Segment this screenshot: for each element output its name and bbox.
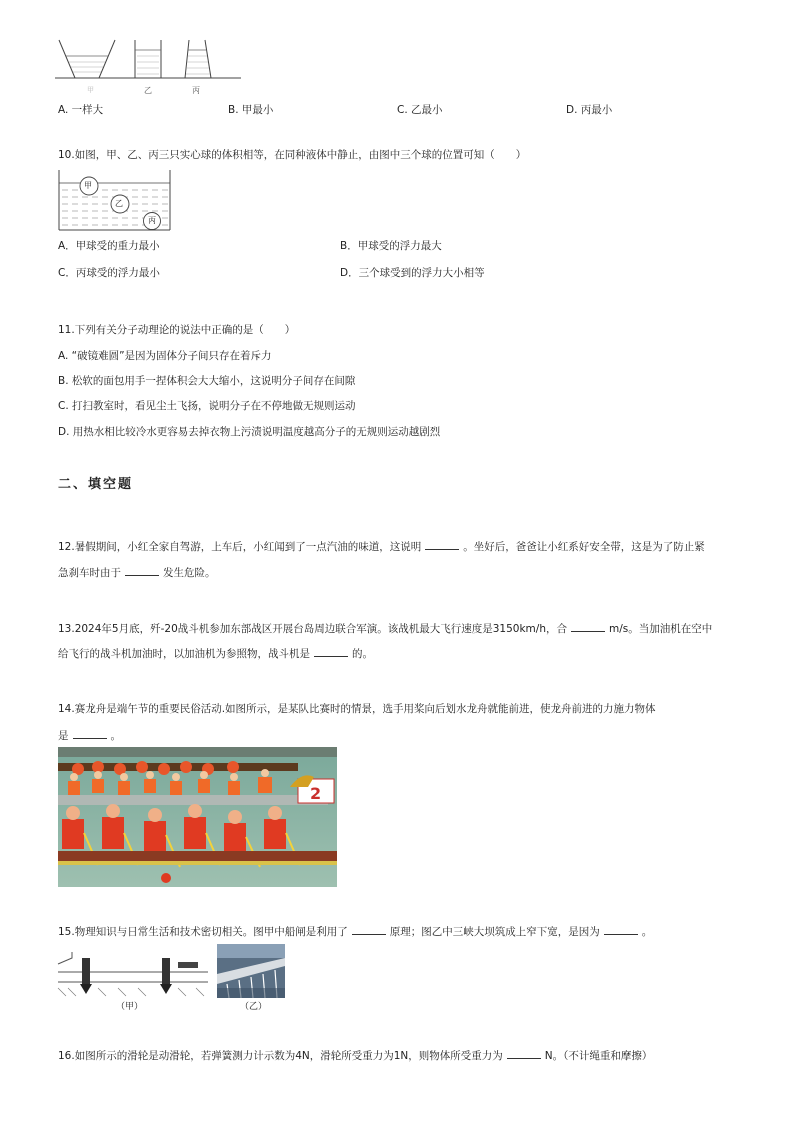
- q12-blank-2[interactable]: [125, 566, 159, 576]
- q13-text-1a: 13.2024年5月底，歼-20战斗机参加东部战区开展台岛周边联合军演。该战机最大飞行速度是3150km/h，合: [58, 623, 567, 635]
- q15-line1: [58, 925, 652, 939]
- q15-caption-jia: （甲）: [116, 1002, 144, 1012]
- q10-option-a[interactable]: A．甲球受的重力最小: [58, 240, 160, 252]
- ball-label-jia: 甲: [84, 181, 92, 190]
- container-yi: [135, 40, 161, 78]
- q9-label-yi: 乙: [144, 86, 152, 95]
- q10-option-b[interactable]: B．甲球受的浮力最大: [340, 240, 442, 252]
- q15-caption-yi: （乙）: [240, 1002, 268, 1012]
- q14-line2: [58, 729, 121, 743]
- q14-text-2b: 。: [110, 730, 121, 742]
- q13-blank-1[interactable]: [571, 622, 605, 632]
- q12-line2: [58, 566, 216, 580]
- q13-text-2a: 给飞行的战斗机加油时，以加油机为参照物，战斗机是: [58, 648, 310, 660]
- q12-text-2b: 发生危险。: [163, 567, 216, 579]
- q11-option-d[interactable]: D. 用热水相比较冷水更容易去掉衣物上污渍说明温度越高分子的无规则运动越剧烈: [58, 426, 441, 438]
- q10-stem: 10.如图，甲、乙、丙三只实心球的体积相等，在同种液体中静止，由图中三个球的位置可知（ ）: [58, 149, 527, 161]
- q10-option-d[interactable]: D．三个球受到的浮力大小相等: [340, 267, 485, 279]
- q15-blank-1[interactable]: [352, 925, 386, 935]
- q14-text-2a: 是: [58, 730, 69, 742]
- q11-option-c[interactable]: C. 打扫教室时，看见尘土飞扬，说明分子在不停地做无规则运动: [58, 400, 356, 412]
- q16-line1: [58, 1049, 652, 1063]
- section-title: 二、填空题: [58, 477, 134, 492]
- q14-line1: 14.赛龙舟是端午节的重要民俗活动.如图所示，是某队比赛时的情景，选手用桨向后划水龙舟就能前进，使龙舟前进的力施力物体: [58, 703, 656, 715]
- q13-line2: [58, 647, 373, 661]
- q13-text-1b: m/s。当加油机在空中: [608, 623, 713, 635]
- q16-blank[interactable]: [507, 1049, 541, 1059]
- q12-text-1b: 。坐好后，爸爸让小红系好安全带，这是为了防止紧: [463, 541, 705, 553]
- q15-blank-2[interactable]: [604, 925, 638, 935]
- q9-option-c[interactable]: C. 乙最小: [397, 104, 443, 116]
- ship-lock-figure: [58, 948, 208, 998]
- ball-label-bing: 丙: [148, 216, 156, 225]
- q11-option-a[interactable]: A. “破镜难圆”是因为固体分子间只存在着斥力: [58, 350, 272, 362]
- q12-text-1a: 12.暑假期间，小红全家自驾游，上车后，小红闻到了一点汽油的味道，这说明: [58, 541, 422, 553]
- ball-label-yi: 乙: [115, 199, 123, 208]
- three-gorges-dam-photo: [217, 944, 285, 998]
- q15-text-1c: 。: [641, 926, 653, 938]
- q15-text-1a: 15.物理知识与日常生活和技术密切相关。图甲中船闸是利用了: [58, 926, 348, 938]
- dragon-boat-photo: [58, 747, 337, 887]
- q13-line1: [58, 622, 712, 636]
- q9-label-jia: 甲: [87, 86, 94, 94]
- q11-stem: 11.下列有关分子动理论的说法中正确的是（ ）: [58, 324, 296, 336]
- container-bing: [185, 40, 211, 78]
- q10-option-c[interactable]: C．丙球受的浮力最小: [58, 267, 160, 279]
- q16-text-1a: 16.如图所示的滑轮是动滑轮，若弹簧测力计示数为4N，滑轮所受重力为1N，则物体所受重力为: [58, 1050, 503, 1062]
- q14-blank[interactable]: [73, 729, 107, 739]
- q16-text-1b: N。（不计绳重和摩擦）: [544, 1050, 653, 1062]
- q13-text-2b: 的。: [352, 648, 373, 660]
- q13-blank-2[interactable]: [314, 647, 348, 657]
- q9-option-b[interactable]: B. 甲最小: [228, 104, 274, 116]
- q9-option-d[interactable]: D. 丙最小: [566, 104, 613, 116]
- q12-blank-1[interactable]: [425, 540, 459, 550]
- boat-number: 2: [310, 784, 322, 803]
- q12-text-2a: 急刹车时由于: [58, 567, 121, 579]
- q9-option-a[interactable]: A. 一样大: [58, 104, 104, 116]
- container-jia: [59, 40, 115, 78]
- q9-label-bing: 丙: [192, 86, 200, 95]
- q15-text-1b: 原理；图乙中三峡大坝筑成上窄下宽，是因为: [389, 926, 600, 938]
- q11-option-b[interactable]: B. 松软的面包用手一捏体积会大大缩小，这说明分子间存在间隙: [58, 375, 356, 387]
- q12-line1: [58, 540, 705, 554]
